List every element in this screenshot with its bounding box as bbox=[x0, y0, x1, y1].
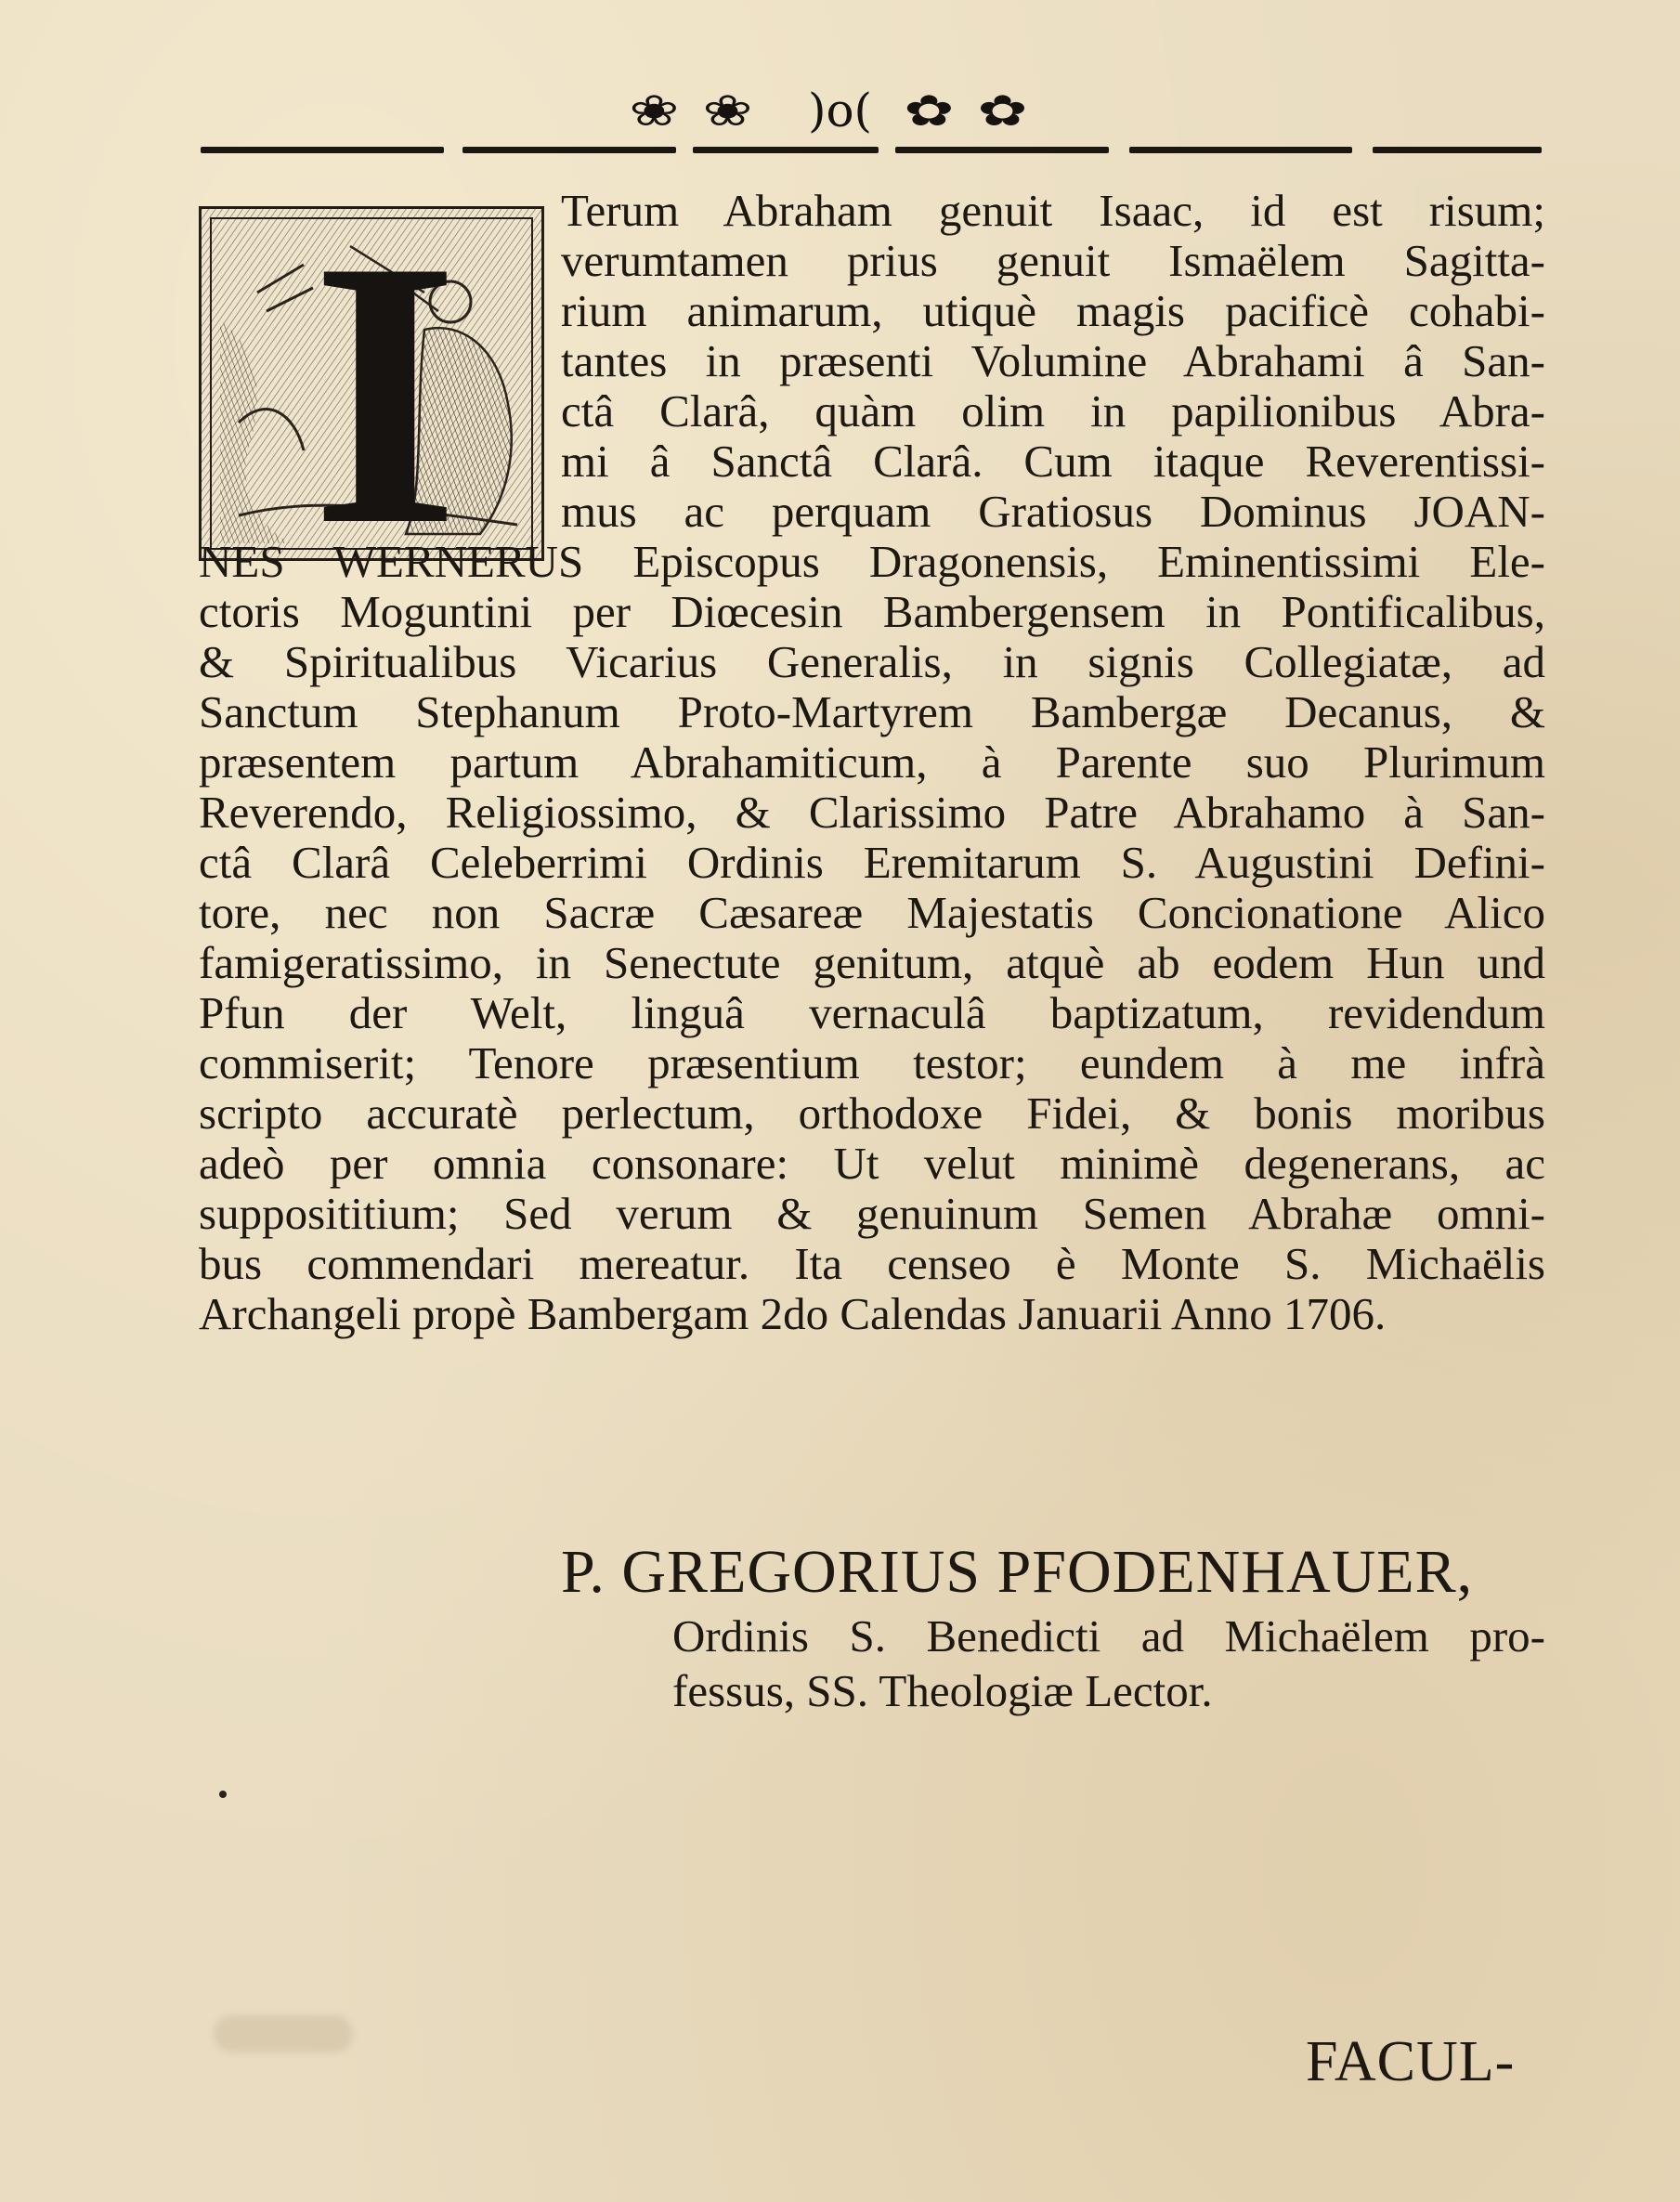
text-line: Pfun der Welt, linguâ vernaculâ baptizatum, revidendum bbox=[199, 987, 1545, 1038]
text-line: Reverendo, Religiossimo, & Clarissimo Patre Abrahamo à San- bbox=[199, 787, 1545, 838]
text-line: præsentem partum Abrahamiticum, à Parente suo Plurimum bbox=[199, 736, 1545, 788]
bleed-through-smudge bbox=[214, 2015, 353, 2052]
text-line: mus ac perquam Gratiosus Dominus JOAN- bbox=[561, 486, 1545, 537]
text-line: verumtamen prius genuit Ismaëlem Sagitta- bbox=[561, 235, 1545, 286]
text-line: ctâ Clarâ, quàm olim in papilionibus Abra- bbox=[561, 385, 1545, 436]
text-line: ctoris Moguntini per Diœcesin Bambergensem in Pontificalibus, bbox=[199, 586, 1545, 637]
text-line: Archangeli propè Bambergam 2do Calendas Januarii Anno 1706. bbox=[199, 1288, 1387, 1339]
text-line: commiserit; Tenore præsentium testor; eundem à me infrà bbox=[199, 1037, 1545, 1088]
ink-speck bbox=[219, 1791, 227, 1798]
header-rule bbox=[201, 147, 1542, 156]
text-line: Sanctum Stephanum Proto-Martyrem Bambergæ Decanus, & bbox=[199, 686, 1545, 737]
text-line: tantes in præsenti Volumine Abrahami â San- bbox=[561, 335, 1545, 386]
drop-cap-letter: I bbox=[311, 206, 460, 561]
signatory-title-line: fessus, SS. Theologiæ Lector. bbox=[672, 1665, 1213, 1716]
text-line: adeò per omnia consonare: Ut velut minimè degenerans, ac bbox=[199, 1138, 1545, 1189]
text-line: bus commendari mereatur. Ita censeo è Monte S. Michaëlis bbox=[199, 1238, 1545, 1289]
catchword: FACUL- bbox=[1306, 2030, 1516, 2093]
text-line: & Spiritualibus Vicarius Generalis, in signis Collegiatæ, ad bbox=[199, 636, 1545, 687]
fleuron-right-ornament: ✿✿ bbox=[904, 85, 1051, 136]
fleuron-left-ornament: ❀❀ bbox=[629, 85, 776, 136]
text-line: scripto accuratè perlectum, orthodoxe Fidei, & bonis moribus bbox=[199, 1088, 1545, 1139]
signatory-name: P. GREGORIUS PFODENHAUER, bbox=[561, 1538, 1474, 1606]
text-line: supposititium; Sed verum & genuinum Semen Abrahæ omni- bbox=[199, 1188, 1545, 1239]
text-line: tore, nec non Sacræ Cæsareæ Majestatis Concionatione Alico bbox=[199, 887, 1545, 938]
text-line: famigeratissimo, in Senectute genitum, atquè ab eodem Hun und bbox=[199, 937, 1545, 988]
text-line: mi â Sanctâ Clarâ. Cum itaque Reverentissi- bbox=[561, 436, 1545, 487]
approbation-text bbox=[199, 186, 1545, 1339]
text-line: ctâ Clarâ Celeberrimi Ordinis Eremitarum S. Augustini Defini- bbox=[199, 837, 1545, 888]
text-line: Terum Abraham genuit Isaac, id est risum; bbox=[561, 185, 1545, 236]
signatory-title-line: Ordinis S. Benedicti ad Michaëlem pro- bbox=[672, 1610, 1545, 1661]
text-line: NES WERNERUS Episcopus Dragonensis, Eminentissimi Ele- bbox=[199, 536, 1545, 587]
page-header-ornament bbox=[0, 82, 1680, 137]
text-line: rium animarum, utiquè magis pacificè cohabi- bbox=[561, 285, 1545, 336]
center-ornament: )o( bbox=[807, 84, 873, 137]
